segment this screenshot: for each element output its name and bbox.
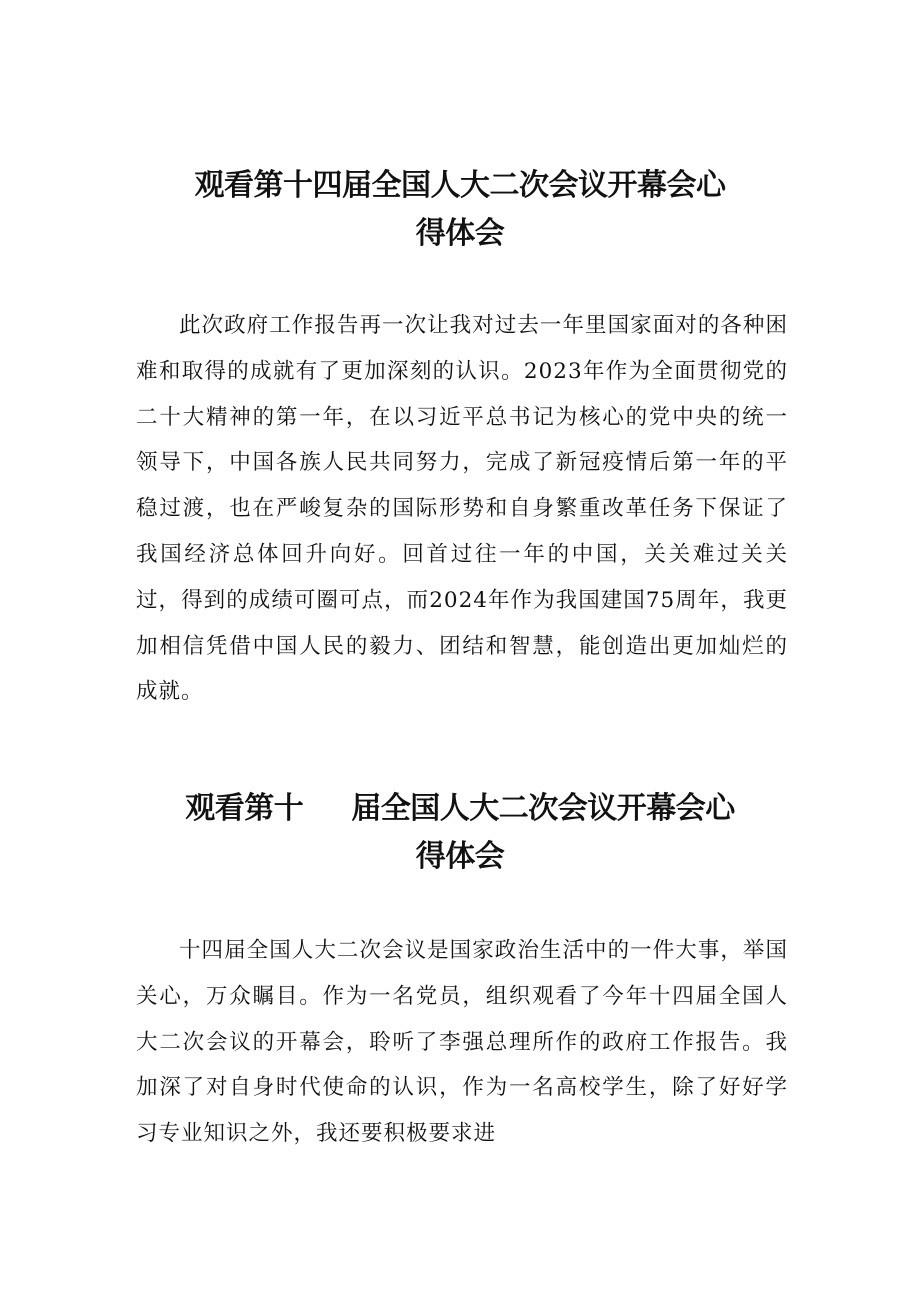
section1-paragraph: 此次政府工作报告再一次让我对过去一年里国家面对的各种困难和取得的成就有了更加深刻的认识。2023年作为全面贯彻党的二十大精神的第一年，在以习近平总书记为核心的党中央的统一领导下，中国各族人民共同努力，完成了新冠疫情后第一年的平稳过渡，也在严峻复杂的国际形势和自身繁重改革任务下保证了我国经济总体回升向好。回首过往一年的中国，关关难过关关过，得到的成绩可圈可点，而2024年作为我国建国75周年，我更加相信凭借中国人民的毅力、团结和智慧，能创造出更加灿烂的成就。 <box>136 313 788 705</box>
section1-title <box>130 162 790 258</box>
section2-title-part1: 观看第十 <box>185 791 304 826</box>
section1-title-line2: 得体会 <box>415 216 505 251</box>
section2-title-part2: 届全国人大二次会议开幕会心 <box>351 791 735 826</box>
section2-title <box>130 785 790 881</box>
section2-title-line2: 得体会 <box>415 839 505 874</box>
section1-title-line1: 观看第十四届全国人大二次会议开幕会心 <box>194 168 726 203</box>
section2-paragraph: 十四届全国人大二次会议是国家政治生活中的一件大事，举国关心，万众瞩目。作为一名党员，组织观看了今年十四届全国人大二次会议的开幕会，聆听了李强总理所作的政府工作报告。我加深了对自身时代使命的认识，作为一名高校学生，除了好好学习专业知识之外，我还要积极要求进 <box>136 938 788 1147</box>
